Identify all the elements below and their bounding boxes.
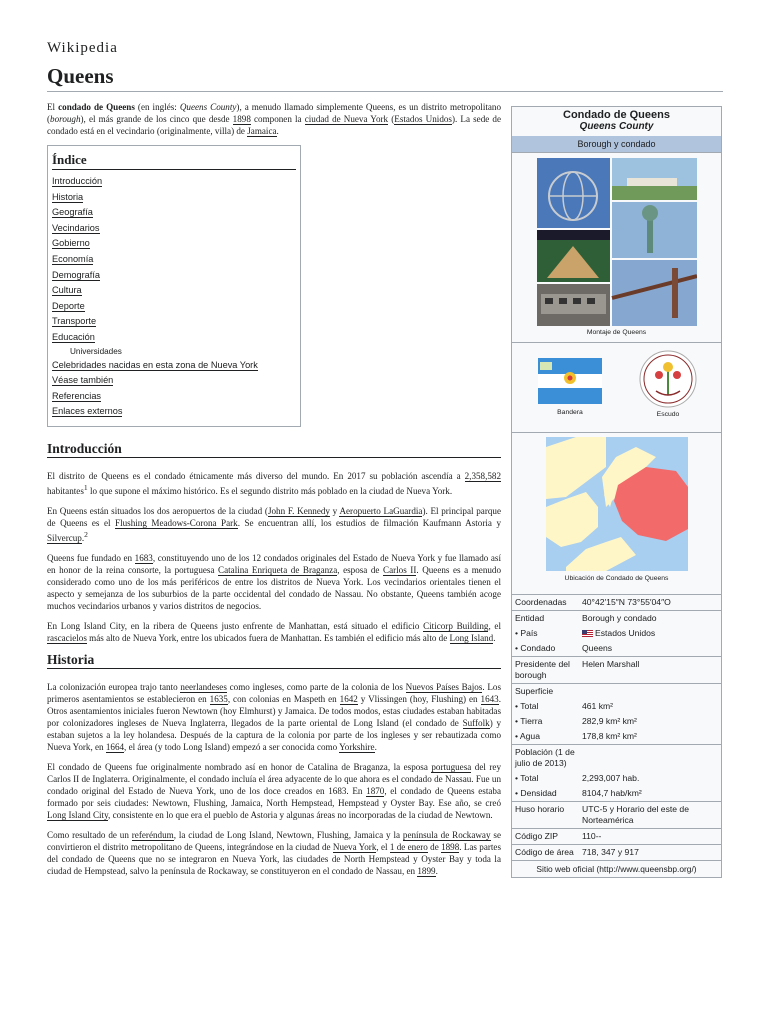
toc-item[interactable]: Geografía xyxy=(52,207,93,218)
toc-item[interactable]: Vecindarios xyxy=(52,222,100,233)
toc-title: Índice xyxy=(52,154,296,170)
infobox xyxy=(511,106,722,878)
row-sup-agua: • Agua 178,8 km² km² xyxy=(515,731,637,741)
wikipedia-logo[interactable]: Wikipedia xyxy=(47,40,118,56)
toc-item[interactable]: Enlaces externos xyxy=(52,406,123,417)
article-body xyxy=(47,101,501,885)
paragraph: Como resultado de un referéndum, la ciudad de Long Island, Newtown, Flushing, Jamaica y la península de Rockaway se convirtieron el distrito metropolitano de Queens, integrándose en la ciudad de Nueva York, el 1 de enero de 1898. Las partes del condado de Queens que no se integraron en Nueva York, las ciudades de North Hempstead y Oyster Bay y toda la ciudad de Hempstead, salvo la península de Rockaway, se constituyeron en el condado de Nassau, en 1899. xyxy=(47,829,502,876)
row-poblacion: Población (1 de julio de 2013) xyxy=(512,744,721,771)
row-pob-total: • Total 2,293,007 hab. xyxy=(515,773,640,783)
toc-item[interactable]: Educación xyxy=(52,331,95,342)
link-1643[interactable]: 1643 xyxy=(480,693,499,704)
toc-item[interactable]: Gobierno xyxy=(52,238,90,249)
link-1898[interactable]: 1898 xyxy=(232,114,251,124)
row-area-code: Código de área 718, 347 y 917 xyxy=(512,844,721,860)
link-neerlandeses[interactable]: neerlandeses xyxy=(180,681,227,692)
row-sup-total: • Total 461 km² xyxy=(515,701,614,711)
row-presidente: Presidente del borough Helen Marshall xyxy=(512,656,721,683)
montage-caption: Montaje de Queens xyxy=(586,329,647,336)
link-1899[interactable]: 1899 xyxy=(417,865,436,876)
link-portuguesa[interactable]: portuguesa xyxy=(431,761,472,772)
link-1683[interactable]: 1683 xyxy=(134,552,153,563)
row-entidad: Entidad Borough y condado xyxy=(512,610,721,626)
link-1-enero[interactable]: 1 de enero xyxy=(389,841,428,852)
row-zip: Código ZIP 110-- xyxy=(512,828,721,844)
link-flushing-meadows[interactable]: Flushing Meadows-Corona Park xyxy=(115,517,238,528)
link-referendum[interactable]: referéndum xyxy=(131,829,174,840)
link-peninsula-rockaway[interactable]: península de Rockaway xyxy=(402,829,491,840)
link-long-island-city[interactable]: Long Island City xyxy=(47,809,109,820)
toc-item[interactable]: Transporte xyxy=(52,316,97,327)
link-1870[interactable]: 1870 xyxy=(366,785,385,796)
seal-image[interactable] xyxy=(638,349,698,409)
toc-item[interactable]: Introducción xyxy=(52,176,103,186)
us-flag-icon xyxy=(582,630,593,637)
toc-item[interactable]: Celebridades nacidas en esta zona de Nueva York xyxy=(52,359,258,370)
link-1635[interactable]: 1635 xyxy=(209,693,228,704)
flag-caption: Bandera xyxy=(557,409,583,416)
infobox-title: Condado de Queens xyxy=(563,109,670,121)
toc-item[interactable]: Historia xyxy=(52,191,84,202)
seal-caption: Escudo xyxy=(656,411,680,418)
infobox-subtitle: Queens County xyxy=(579,121,654,132)
map-section xyxy=(512,432,721,594)
toc-item[interactable]: Referencias xyxy=(52,390,102,401)
toc-item[interactable]: Universidades xyxy=(70,346,122,356)
location-map[interactable] xyxy=(546,437,688,571)
toc-item[interactable]: Deporte xyxy=(52,300,85,311)
link-carlos-ii[interactable]: Carlos II xyxy=(383,564,417,575)
table-of-contents xyxy=(47,145,301,427)
toc-item[interactable]: Cultura xyxy=(52,285,82,296)
toc-item[interactable]: Economía xyxy=(52,253,94,264)
paragraph: El condado de Queens fue originalmente nombrado así en honor de Catalina de Braganza, la esposa portuguesa del rey Carlos II de Inglaterra. Originalmente, el condado incluía el área adyacente de lo que ahora es el condado de Nassau. Fue un condado original del Estado de Nueva York, uno de los doce creados en 1683. En 1870, el condado de Queens estaba formado por seis ciudades: Newtown, Flushing, Jamaica, North Hempstead, Hempstead y Oyster Bay. Ese año, se creó Long Island City, consistente en lo que era el pueblo de Astoria y algunas áreas no incorporadas de la ciudad de Newtown. xyxy=(47,761,501,820)
paragraph: El distrito de Queens es el condado étnicamente más diverso del mundo. En 2017 su población ascendía a 2,358,582 habitantes$^1$ lo que supone el máximo histórico. Es el segundo distrito más poblado en la ciudad de Nueva York. xyxy=(47,470,501,496)
montage-section xyxy=(512,152,721,342)
reference-1[interactable]: 1 xyxy=(83,482,88,492)
toc-item[interactable]: Véase también xyxy=(52,375,114,386)
link-long-island[interactable]: Long Island xyxy=(449,632,494,643)
link-jamaica[interactable]: Jamaica xyxy=(247,126,277,136)
link-nuevos-paises-bajos[interactable]: Nuevos Países Bajos xyxy=(405,681,483,692)
link-yorkshire[interactable]: Yorkshire xyxy=(339,741,375,752)
link-estados-unidos[interactable]: Estados Unidos xyxy=(394,114,452,124)
row-densidad: • Densidad 8104,7 hab/km² xyxy=(515,788,642,798)
paragraph: Queens fue fundado en 1683, constituyendo uno de los 12 condados originales del Estado de Nueva York y fue llamado así en honor de la reina consorte, la portuguesa Catalina Enriqueta de Braganza, esposa de Carlos II. Queens es a menudo considerado como uno de los más periféricos de entre los distritos de Nueva York. Los vecindarios orientales tienen el aspecto y semejanza de los suburbios de la parte occidental del condado de Nassau. No obstante, Queens también acoge muchos vecindarios urbanos y varios distritos de negocios. xyxy=(47,552,502,611)
heading-historia: Historia xyxy=(47,654,501,669)
official-website-link[interactable]: Sitio web oficial (http://www.queensbp.org/) xyxy=(512,860,721,877)
link-jfk[interactable]: John F. Kennedy xyxy=(267,505,330,516)
toc-item[interactable]: Demografía xyxy=(52,269,101,280)
link-laguardia[interactable]: Aeropuerto LaGuardia xyxy=(339,505,423,516)
paragraph: En Long Island City, en la ribera de Queens justo enfrente de Manhattan, está situado el edificio Citicorp Building, el rascacielos más alto de Nueva York, entre los ubicados fuera de Manhattan. Es también el edificio más alto de Long Island. xyxy=(47,620,501,643)
montage-image[interactable] xyxy=(537,158,697,328)
row-condado: • Condado Queens xyxy=(515,643,613,653)
link-citicorp[interactable]: Citicorp Building xyxy=(423,620,489,631)
infobox-type: Borough y condado xyxy=(512,136,721,152)
link-1664[interactable]: 1664 xyxy=(105,741,125,752)
link-catalina-braganza[interactable]: Catalina Enriqueta de Braganza xyxy=(218,564,338,575)
reference-2[interactable]: 2 xyxy=(84,529,88,539)
symbols-section xyxy=(512,342,721,432)
link-silvercup[interactable]: Silvercup xyxy=(47,532,82,543)
link-1898b[interactable]: 1898 xyxy=(441,841,460,852)
heading-introduccion: Introducción xyxy=(47,443,501,458)
link-ciudad-nueva-york[interactable]: ciudad de Nueva York xyxy=(304,114,389,124)
link-1642[interactable]: 1642 xyxy=(339,693,358,704)
link-population[interactable]: 2,358,582 xyxy=(464,470,501,481)
row-coordenadas: Coordenadas 40°42′15″N 73°55′04″O xyxy=(512,594,721,610)
link-rascacielos[interactable]: rascacielos xyxy=(47,632,87,643)
paragraph: En Queens están situados los dos aeropuertos de la ciudad (John F. Kennedy y Aeropuerto LaGuardia). El principal parque de Queens es el Flushing Meadows-Corona Park. Se encuentran allí, los estudios de filmación Kaufmann Astoria y Silvercup.$^2$ xyxy=(47,505,501,543)
paragraph: La colonización europea trajo tanto neerlandeses como ingleses, como parte de la colonia de los Nuevos Países Bajos. Los primeros asentamientos se establecieron en 1635, con colonias en Maspeth en 1642 y Vlissingen (hoy, Flushing) en 1643. Otros asentamientos iniciales fueron Newtown (hoy Elmhurst) y Jamaica. De todos modos, estas ciudades estaban habitadas por colonizadores ingleses de Nueva Inglaterra, llegados de la parte oriental de Long Island (el condado de Suffolk) y estaban sujetos a la ley holandesa. Después de la captura de la colonia por parte de los ingleses y ser rebautizada como Nueva York, en 1664, el área (y todo Long Island) empezó a ser conocida como Yorkshire. xyxy=(47,681,502,752)
intro-paragraph: El condado de Queens (en inglés: Queens County), a menudo llamado simplemente Queens, es un distrito metropolitano (borough), el más grande de los cinco que desde 1898 componen la ciudad de Nueva York (Estados Unidos). La sede de condado está en el vecindario (originalmente, villa) de Jamaica. xyxy=(47,102,502,136)
row-superficie: Superficie xyxy=(512,683,721,699)
row-huso: Huso horario UTC-5 y Horario del este de Norteamérica xyxy=(512,801,721,828)
link-suffolk[interactable]: Suffolk xyxy=(462,717,490,728)
row-pais: • País Estados Unidos xyxy=(515,628,656,638)
link-nueva-york[interactable]: Nueva York xyxy=(332,841,377,852)
coordinates-link[interactable]: 40°42′15″N 73°55′04″O xyxy=(582,597,671,607)
row-sup-tierra: • Tierra 282,9 km² km² xyxy=(515,716,637,726)
page-title: Queens xyxy=(47,64,723,92)
map-caption: Ubicación de Condado de Queens xyxy=(564,575,669,582)
flag-image[interactable] xyxy=(538,358,602,404)
